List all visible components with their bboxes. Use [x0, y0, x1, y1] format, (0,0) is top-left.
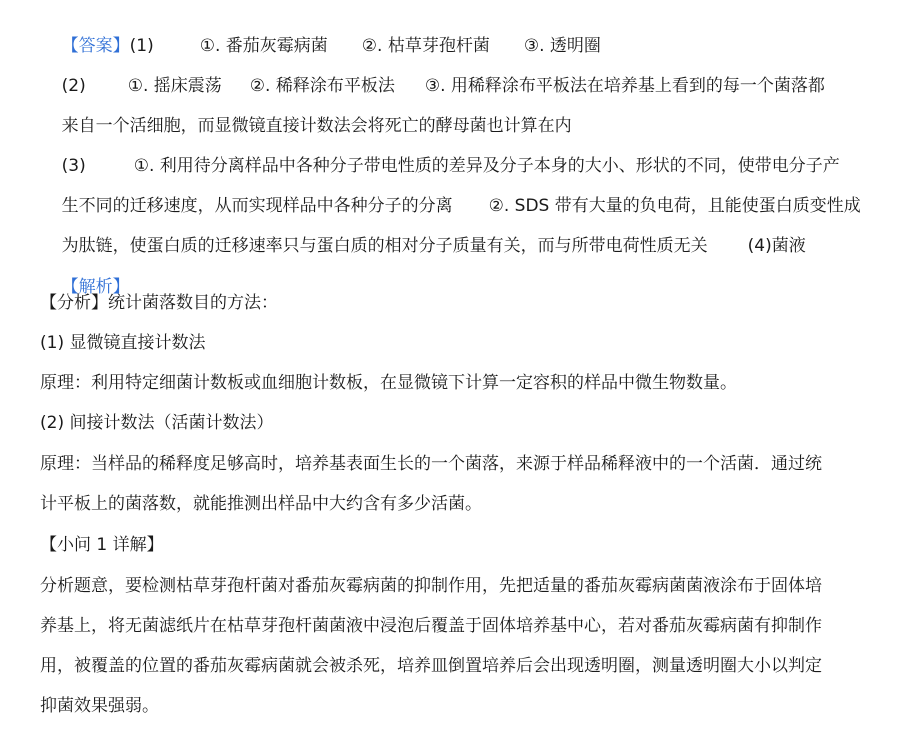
answer-3-b-line2: 为肽链，使蛋白质的迁移速率只与蛋白质的相对分子质量有关，而与所带电荷性质无关	[61, 236, 708, 256]
question-1-body-line2: 养基上，将无菌滤纸片在枯草芽孢杆菌菌液中浸泡后覆盖于固体培养基中心，若对番茄灰霉病菌有抑制作	[40, 616, 822, 636]
analysis-intro: 【分析】统计菌落数目的方法：	[40, 293, 278, 313]
analysis-tag: 【解析】	[61, 277, 130, 297]
question-1-title: 【小问 1 详解】	[40, 535, 164, 555]
answer-3-a-line1: ①. 利用待分离样品中各种分子带电性质的差异及分子本身的大小、形状的不同，使带电分子产	[133, 156, 840, 176]
question-1-body-line4: 抑菌效果强弱。	[40, 696, 159, 716]
answer-1-c: ③. 透明圈	[523, 36, 601, 56]
answer-3-number: (3)	[61, 156, 86, 176]
answer-2-b: ②. 稀释涂布平板法	[249, 76, 395, 96]
method-2-body-line1: 原理：当样品的稀释度足够高时，培养基表面生长的一个菌落，来源于样品稀释液中的一个活菌．通过统	[40, 454, 822, 474]
answer-part-1	[40, 10, 601, 56]
answer-part-2-cont	[40, 90, 572, 136]
method-1-body: 原理：利用特定细菌计数板或血细胞计数板，在显微镜下计算一定容积的样品中微生物数量。	[40, 373, 737, 393]
answer-2-c-line1: ③. 用稀释涂布平板法在培养基上看到的每一个菌落都	[424, 76, 825, 96]
question-1-body-line3: 用，被覆盖的位置的番茄灰霉病菌就会被杀死，培养皿倒置培养后会出现透明圈，测量透明圈大小以判定	[40, 656, 822, 676]
answer-1-b: ②. 枯草芽孢杆菌	[361, 36, 490, 56]
answer-part-3-cont2	[40, 210, 806, 256]
answer-3-b-line1: ②. SDS 带有大量的负电荷，且能使蛋白质变性成	[488, 196, 861, 216]
analysis-heading	[40, 251, 130, 297]
answer-2-number: (2)	[61, 76, 86, 96]
question-1-body-line1: 分析题意，要检测枯草芽孢杆菌对番茄灰霉病菌的抑制作用，先把适量的番茄灰霉病菌菌液涂布于固体培	[40, 576, 822, 596]
answer-2-a: ①. 摇床震荡	[127, 76, 222, 96]
method-2-body-line2: 计平板上的菌落数，就能推测出样品中大约含有多少活菌。	[40, 494, 482, 514]
answer-3-a-line2: 生不同的迁移速度，从而实现样品中各种分子的分离	[61, 196, 453, 216]
answer-1-a: ①. 番茄灰霉病菌	[199, 36, 328, 56]
answer-4-number: (4)	[747, 236, 772, 256]
answer-4-a: 菌液	[771, 236, 806, 256]
answer-part-2	[40, 50, 825, 96]
method-2-title: (2) 间接计数法（活菌计数法）	[40, 413, 274, 433]
method-1-title: (1) 显微镜直接计数法	[40, 333, 206, 353]
answer-part-3	[40, 130, 840, 176]
answer-part-3-cont	[40, 170, 861, 216]
answer-1-number: (1)	[129, 36, 154, 56]
answer-tag: 【答案】	[61, 36, 130, 56]
answer-2-c-line2: 来自一个活细胞，而显微镜直接计数法会将死亡的酵母菌也计算在内	[61, 116, 572, 136]
